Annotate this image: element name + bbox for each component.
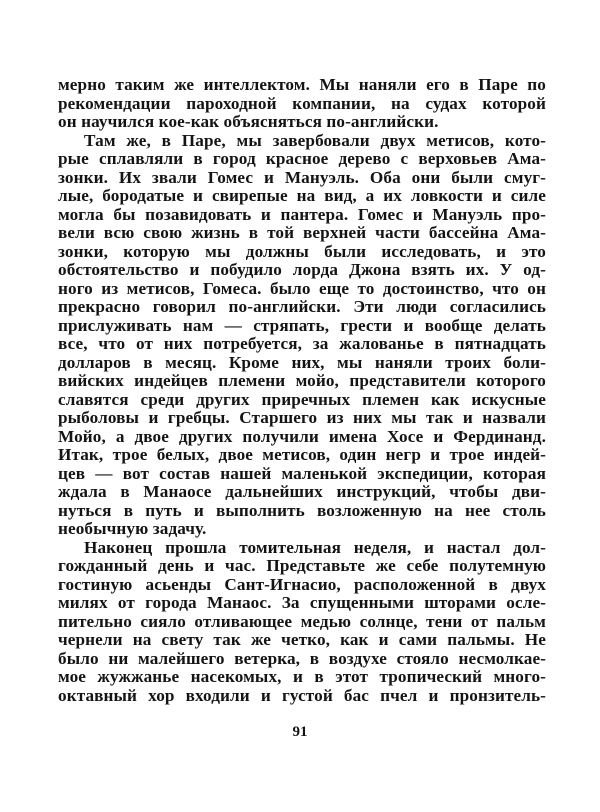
text-line: мерно таким же интеллектом. Мы наняли его в Паре по <box>58 75 546 94</box>
text-line: гостиную асьенды Сант-Игнасио, расположенной в двух <box>58 574 546 594</box>
text-line: чернели на свету так же четко, как и сами пальмы. Не <box>58 630 546 649</box>
text-line: прислуживать нам — стряпать, грести и вообще делать <box>58 315 546 335</box>
page-number: 91 <box>292 724 308 740</box>
paragraph-start-line: Там же, в Паре, мы завербовали двух метисов, кото- <box>84 130 546 150</box>
text-line: необычную задачу. <box>58 519 207 538</box>
text-line: Итак, трое белых, двое метисов, один негр и трое индей- <box>58 445 546 464</box>
paragraph-start-line: Наконец прошла томительная неделя, и настал дол- <box>84 537 546 557</box>
text-line: он научился кое-как объясняться по-английски. <box>58 112 439 131</box>
text-line: рекомендации пароходной компании, на судах которой <box>58 93 546 113</box>
text-line: пительно сияло отливающее медью солнце, тени от пальм <box>58 611 546 631</box>
text-line: гожданный день и час. Представьте же себе полутемную <box>58 556 546 575</box>
text-line: обстоятельство и побудило лорда Джона взять их. У од- <box>58 260 546 279</box>
text-line: прекрасно говорил по-английски. Эти люди согласились <box>58 297 546 316</box>
text-line: вели всю свою жизнь в той верхней части бассейна Ама- <box>58 223 546 242</box>
text-line: было ни малейшего ветерка, в воздухе стояло несмолкае- <box>58 648 546 668</box>
text-line: зонки, которую мы должны были исследовать, и это <box>58 241 546 261</box>
text-line: могла бы позавидовать и пантера. Гомес и Мануэль про- <box>58 204 546 224</box>
text-line: рыболовы и гребцы. Старшего из них мы так и назвали <box>58 408 546 427</box>
text-line: ждала в Манаосе дальнейших инструкций, чтобы дви- <box>58 482 546 501</box>
text-line: ного из метисов, Гомеса. было еще то достоинство, что он <box>58 278 546 298</box>
text-line: все, что от них потребуется, за жалованье в пятнадцать <box>58 334 546 353</box>
text-line: мое жужжанье насекомых, и в этот тропический много- <box>58 667 546 686</box>
text-line: рые сплавляли в город красное дерево с верховьев Ама- <box>58 149 546 168</box>
text-line: вийских индейцев племени мойо, представители которого <box>58 371 546 390</box>
text-line: милях от города Манаос. За спущенными шторами осле- <box>58 593 546 612</box>
page-body <box>58 76 546 705</box>
text-line: лые, бородатые и свирепые на вид, а их ловкости и силе <box>58 186 546 205</box>
text-line: цев — вот состав нашей маленькой экспедиции, которая <box>58 463 546 483</box>
text-line: Мойо, а двое других получили имена Хосе и Фердинанд. <box>58 426 546 446</box>
text-line: славятся среди других приречных племен как искусные <box>58 389 546 409</box>
text-line: октавный хор входили и густой бас пчел и пронзитель- <box>58 685 546 705</box>
text-line: долларов в месяц. Кроме них, мы наняли троих боли- <box>58 352 546 372</box>
text-line: зонки. Их звали Гомес и Мануэль. Оба они были смуг- <box>58 167 546 187</box>
text-line: нуться в путь и выполнить возложенную на нее столь <box>58 500 546 520</box>
